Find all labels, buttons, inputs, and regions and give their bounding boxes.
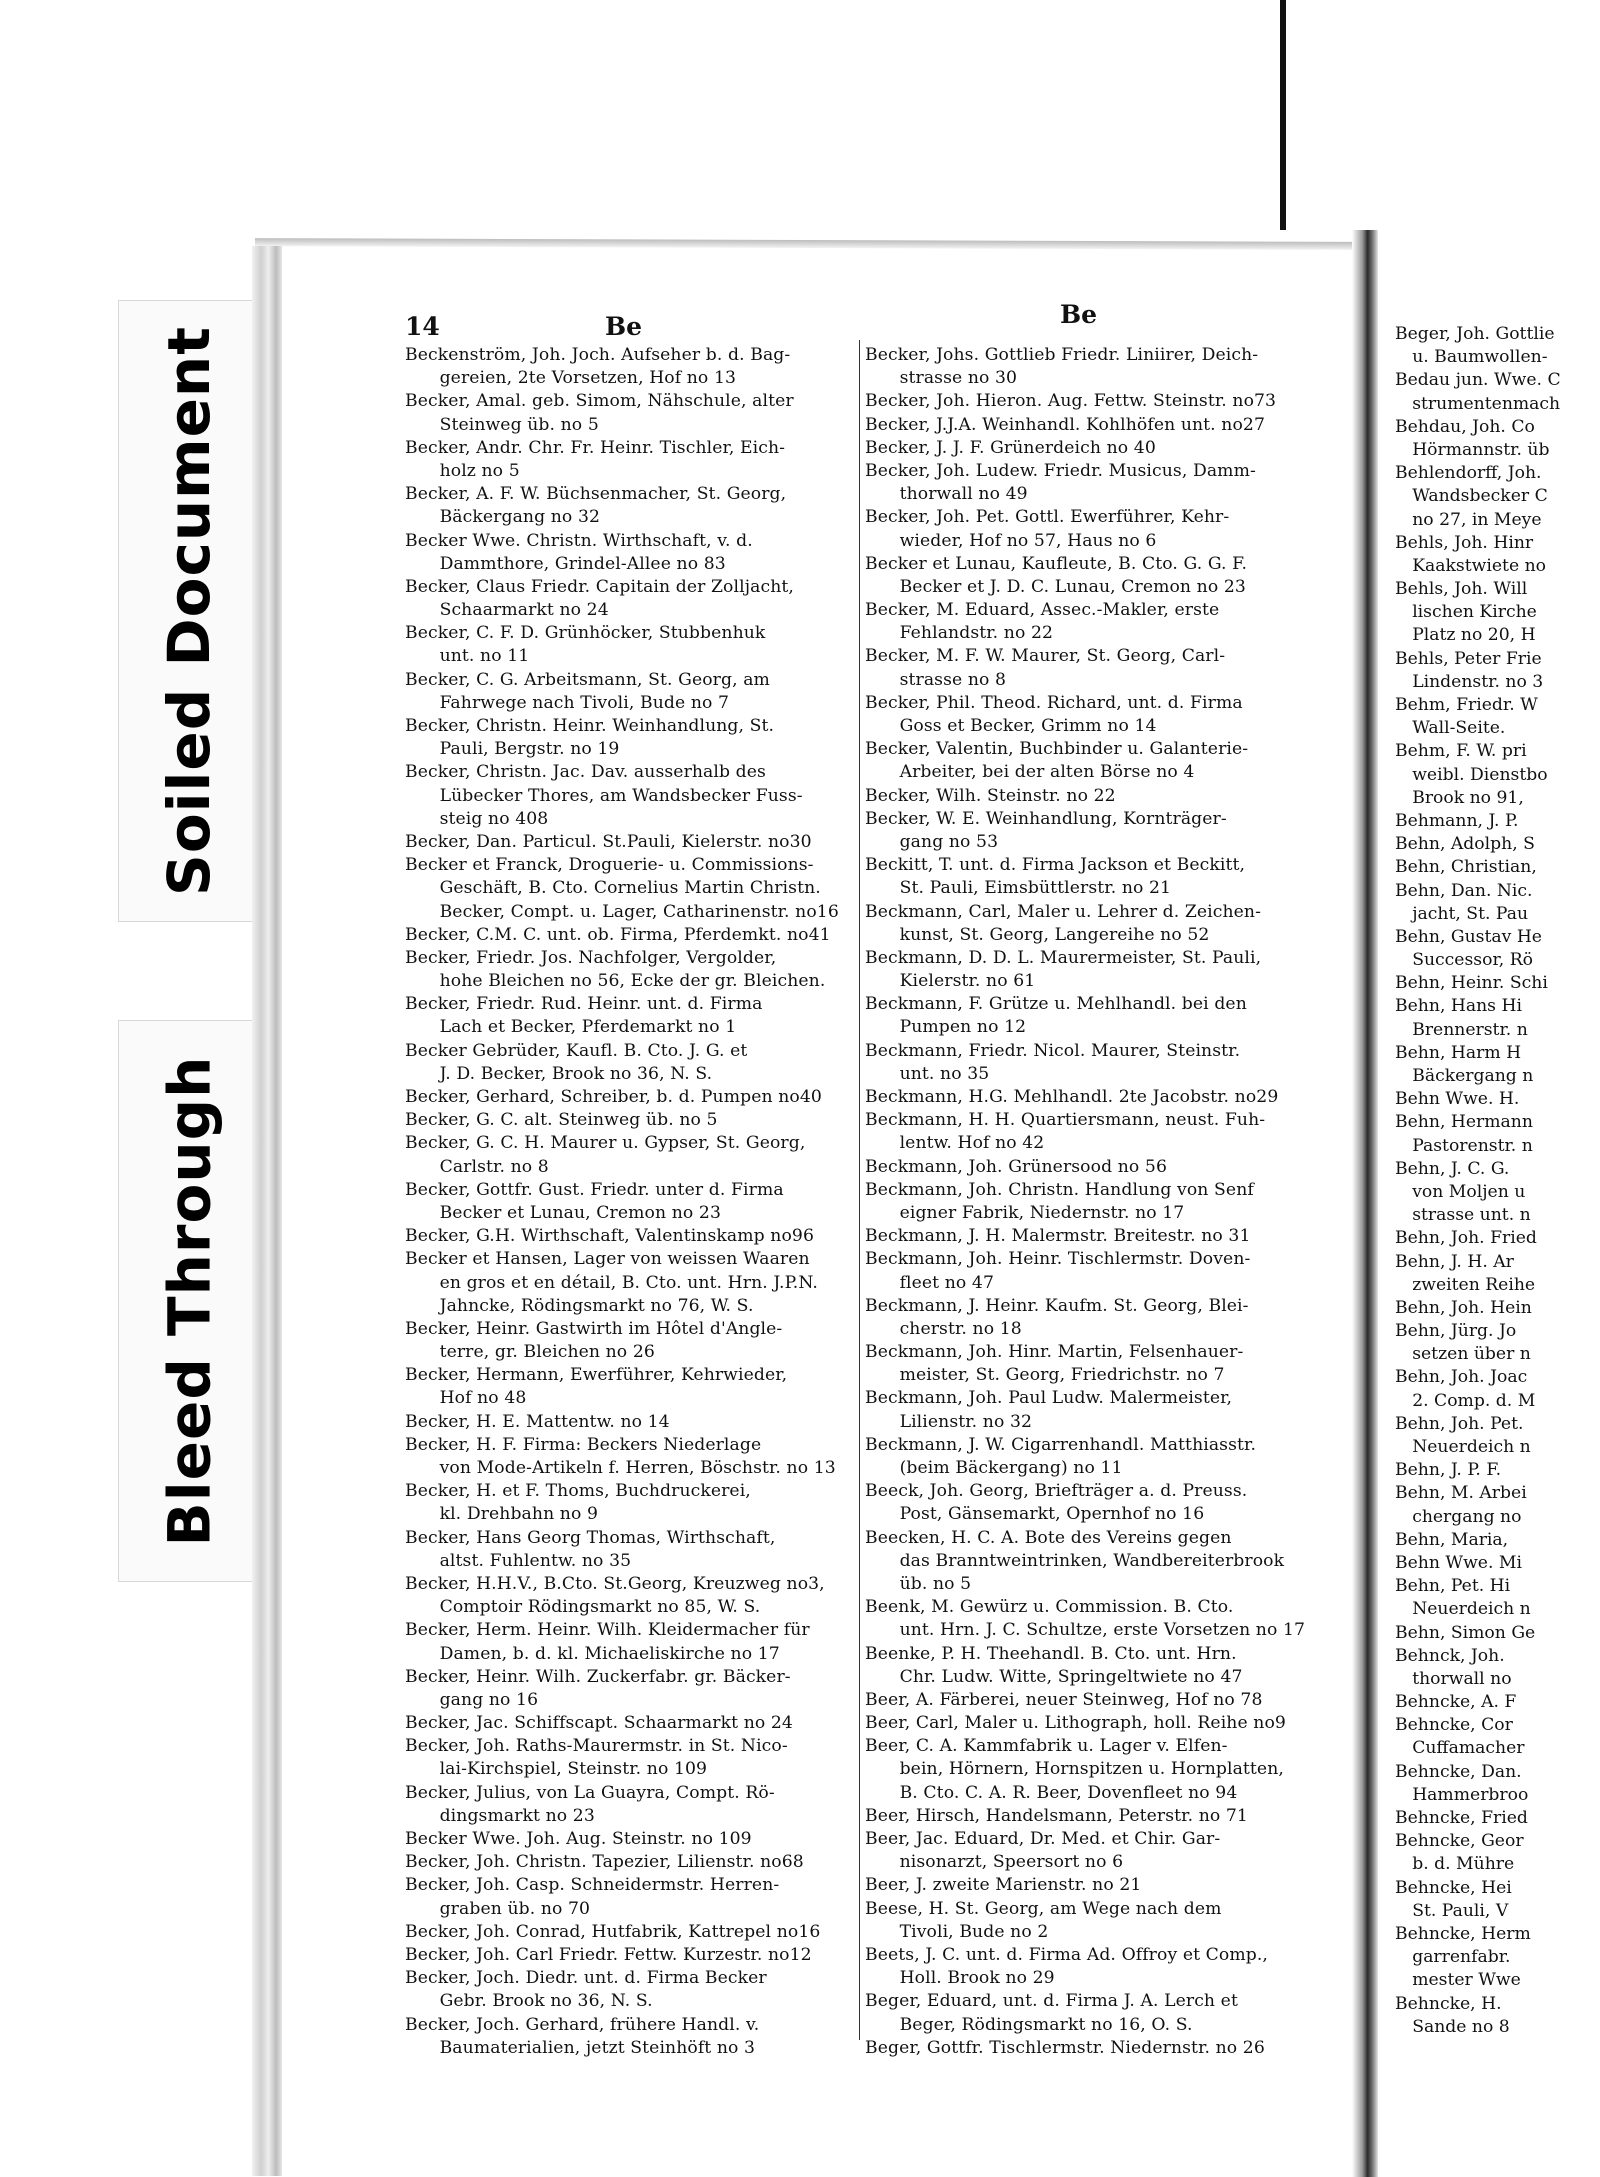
- soiled-document-label: Soiled Document: [155, 326, 224, 896]
- directory-entry-line: Becker, Joh. Christn. Tapezier, Lilienstr. no68: [405, 1852, 804, 1873]
- directory-entry-line: mester Wwe: [1395, 1970, 1521, 1991]
- directory-entry-line: Becker, Friedr. Rud. Heinr. unt. d. Firma: [405, 994, 763, 1015]
- directory-entry-line: graben üb. no 70: [405, 1898, 591, 1919]
- directory-entry-line: Becker, Joh. Carl Friedr. Fettw. Kurzestr. no12: [405, 1944, 812, 1965]
- next-page-column: [1395, 323, 1600, 2039]
- directory-entry-line: üb. no 5: [865, 1573, 972, 1594]
- directory-entry-line: Becker et J. D. C. Lunau, Cremon no 23: [865, 576, 1246, 597]
- directory-entry-line: Becker, Valentin, Buchbinder u. Galanterie-: [865, 739, 1249, 760]
- directory-entry-line: Tivoli, Bude no 2: [865, 1921, 1049, 1942]
- directory-entry-line: setzen über n: [1395, 1344, 1531, 1365]
- directory-entry-line: Jahncke, Rödingsmarkt no 76, W. S.: [405, 1295, 754, 1316]
- directory-entry-line: Becker, Heinr. Wilh. Zuckerfabr. gr. Bäcker-: [405, 1666, 791, 1687]
- directory-entry-line: Carlstr. no 8: [405, 1156, 549, 1177]
- directory-entry-line: Bedau jun. Wwe. C: [1395, 370, 1561, 391]
- directory-entry-line: Beenk, M. Gewürz u. Commission. B. Cto.: [865, 1597, 1234, 1618]
- directory-entry-line: Becker, A. F. W. Büchsenmacher, St. Georg,: [405, 484, 787, 505]
- directory-entry-line: hohe Bleichen no 56, Ecke der gr. Bleichen.: [405, 971, 826, 992]
- directory-entry-line: Schaarmarkt no 24: [405, 600, 609, 621]
- directory-entry-line: eigner Fabrik, Niedernstr. no 17: [865, 1202, 1185, 1223]
- directory-entry-line: Platz no 20, H: [1395, 625, 1536, 646]
- directory-entry-line: das Branntweintrinken, Wandbereiterbrook: [865, 1550, 1285, 1571]
- directory-entry-line: strasse no 8: [865, 669, 1007, 690]
- directory-entry-line: Kaakstwiete no: [1395, 555, 1547, 576]
- directory-entry-line: steig no 408: [405, 808, 549, 829]
- page-top-edge: [255, 238, 1355, 250]
- directory-entry-line: Behmann, J. P.: [1395, 810, 1519, 831]
- directory-entry-line: Becker Wwe. Joh. Aug. Steinstr. no 109: [405, 1829, 752, 1849]
- left-column: [405, 344, 865, 2060]
- directory-entry-line: gang no 16: [405, 1689, 539, 1710]
- directory-entry-line: Cuffamacher: [1395, 1738, 1525, 1759]
- directory-entry-line: Becker, Hans Georg Thomas, Wirthschaft,: [405, 1527, 776, 1548]
- directory-entry-line: Fahrwege nach Tivoli, Bude no 7: [405, 692, 730, 713]
- running-head-left: Be: [605, 312, 643, 341]
- directory-entry-line: holz no 5: [405, 460, 520, 481]
- directory-entry-line: Behncke, Hei: [1395, 1877, 1512, 1898]
- directory-entry-line: Behn, Pet. Hi: [1395, 1576, 1511, 1597]
- directory-entry-line: Beenke, P. H. Theehandl. B. Cto. unt. Hrn.: [865, 1643, 1237, 1664]
- directory-entry-line: strasse no 30: [865, 368, 1018, 389]
- directory-entry-line: Becker, Heinr. Gastwirth im Hôtel d'Angle-: [405, 1318, 783, 1339]
- directory-entry-line: Becker, Joch. Diedr. unt. d. Firma Becker: [405, 1968, 767, 1989]
- directory-entry-line: Beeck, Joh. Georg, Briefträger a. d. Preuss.: [865, 1481, 1248, 1502]
- directory-entry-line: Behn, Harm H: [1395, 1042, 1522, 1063]
- directory-entry-line: Beer, Carl, Maler u. Lithograph, holl. Reihe no9: [865, 1713, 1286, 1734]
- directory-entry-line: jacht, St. Pau: [1395, 903, 1529, 924]
- directory-entry-line: Beer, A. Färberei, neuer Steinweg, Hof no 78: [865, 1689, 1263, 1710]
- directory-entry-line: Kielerstr. no 61: [865, 971, 1036, 992]
- directory-entry-line: Becker, Joh. Conrad, Hutfabrik, Kattrepel no16: [405, 1921, 821, 1942]
- directory-entry-line: Beger, Rödingsmarkt no 16, O. S.: [865, 2014, 1193, 2035]
- directory-entry-line: Becker, Hermann, Ewerführer, Kehrwieder,: [405, 1365, 788, 1386]
- directory-entry-line: Becker, M. F. W. Maurer, St. Georg, Carl-: [865, 646, 1226, 667]
- directory-entry-line: Post, Gänsemarkt, Opernhof no 16: [865, 1504, 1205, 1525]
- directory-entry-line: Lilienstr. no 32: [865, 1411, 1033, 1432]
- directory-entry-line: Becker, Christn. Jac. Dav. ausserhalb des: [405, 762, 766, 783]
- directory-entry-line: Beger, Gottfr. Tischlermstr. Niedernstr. no 26: [865, 2037, 1265, 2058]
- directory-entry-line: zweiten Reihe: [1395, 1274, 1536, 1295]
- directory-entry-line: garrenfabr.: [1395, 1947, 1511, 1968]
- directory-entry-line: Becker, Jac. Schiffscapt. Schaarmarkt no 24: [405, 1713, 793, 1734]
- directory-entry-line: 2. Comp. d. M: [1395, 1390, 1536, 1411]
- directory-entry-line: Neuerdeich n: [1395, 1599, 1531, 1620]
- directory-entry-line: Behnck, Joh.: [1395, 1645, 1505, 1666]
- directory-entry-line: Beckenström, Joh. Joch. Aufseher b. d. Bag-: [405, 345, 791, 365]
- directory-entry-line: Becker, M. Eduard, Assec.-Makler, erste: [865, 600, 1220, 621]
- directory-entry-line: lai-Kirchspiel, Steinstr. no 109: [405, 1759, 708, 1780]
- directory-entry-line: Beckmann, Joh. Heinr. Tischlermstr. Doven-: [865, 1249, 1251, 1270]
- directory-entry-line: Behls, Joh. Will: [1395, 579, 1528, 600]
- directory-entry-line: Beckmann, D. D. L. Maurermeister, St. Pauli,: [865, 947, 1262, 968]
- directory-entry-line: Becker, Gerhard, Schreiber, b. d. Pumpen no40: [405, 1087, 822, 1107]
- directory-entry-line: St. Pauli, V: [1395, 1900, 1509, 1921]
- directory-entry-line: Becker, Friedr. Jos. Nachfolger, Vergolder,: [405, 947, 777, 968]
- directory-entry-line: Beer, C. A. Kammfabrik u. Lager v. Elfen-: [865, 1736, 1228, 1757]
- directory-entry-line: bein, Hörnern, Hornspitzen u. Hornplatten,: [865, 1759, 1284, 1780]
- bleed-through-flag: [118, 1020, 260, 1582]
- directory-entry-line: strumentenmach: [1395, 393, 1561, 414]
- directory-entry-line: unt. no 11: [405, 646, 530, 667]
- directory-entry-line: Neuerdeich n: [1395, 1437, 1531, 1457]
- directory-entry-line: Behm, F. W. pri: [1395, 741, 1527, 762]
- directory-entry-line: weibl. Dienstbo: [1395, 764, 1548, 785]
- directory-entry-line: Becker, H. E. Mattentw. no 14: [405, 1411, 670, 1432]
- directory-entry-line: Beckmann, J. W. Cigarrenhandl. Matthiasstr.: [865, 1434, 1257, 1455]
- directory-entry-line: Behn, M. Arbei: [1395, 1483, 1527, 1504]
- directory-entry-line: Becker, Joh. Raths-Maurermstr. in St. Nico-: [405, 1736, 788, 1757]
- directory-entry-line: kunst, St. Georg, Langereihe no 52: [865, 924, 1210, 945]
- directory-entry-line: fleet no 47: [865, 1272, 994, 1293]
- directory-entry-line: u. Baumwollen-: [1395, 347, 1548, 368]
- directory-entry-line: Becker, J. J. F. Grünerdeich no 40: [865, 437, 1156, 458]
- directory-entry-line: Beckmann, Joh. Grünersood no 56: [865, 1156, 1167, 1177]
- directory-entry-line: Becker, Joh. Casp. Schneidermstr. Herren-: [405, 1875, 780, 1896]
- directory-entry-line: Behn Wwe. Mi: [1395, 1552, 1522, 1573]
- directory-entry-line: Becker et Hansen, Lager von weissen Waaren: [405, 1249, 810, 1270]
- scan-edge-mark: [1280, 0, 1286, 230]
- directory-entry-line: Becker, Dan. Particul. St.Pauli, Kielerstr. no30: [405, 831, 812, 852]
- directory-entry-line: Beets, J. C. unt. d. Firma Ad. Offroy et Comp.,: [865, 1944, 1268, 1965]
- directory-entry-line: Becker, G. C. alt. Steinweg üb. no 5: [405, 1110, 718, 1131]
- bleed-through-label: Bleed Through: [155, 1055, 224, 1547]
- directory-entry-line: Behn, J. H. Ar: [1395, 1251, 1514, 1272]
- directory-entry-line: Becker, Joh. Ludew. Friedr. Musicus, Damm-: [865, 460, 1256, 481]
- directory-entry-line: Beckmann, J. Heinr. Kaufm. St. Georg, Blei-: [865, 1295, 1249, 1316]
- directory-entry-line: Damen, b. d. kl. Michaeliskirche no 17: [405, 1643, 780, 1664]
- directory-entry-line: Behn, Heinr. Schi: [1395, 973, 1548, 994]
- directory-entry-line: Becker, H. et F. Thoms, Buchdruckerei,: [405, 1481, 751, 1502]
- directory-entry-line: Fehlandstr. no 22: [865, 623, 1054, 644]
- directory-entry-line: Beckmann, H. H. Quartiersmann, neust. Fuh-: [865, 1110, 1266, 1131]
- directory-entry-line: von Mode-Artikeln f. Herren, Böschstr. no 13: [405, 1458, 836, 1478]
- directory-entry-line: Becker et Lunau, Cremon no 23: [405, 1202, 721, 1223]
- directory-entry-line: Becker, Joh. Pet. Gottl. Ewerführer, Kehr-: [865, 507, 1230, 528]
- directory-entry-line: Behn, Christian,: [1395, 857, 1537, 878]
- directory-entry-line: Becker, Compt. u. Lager, Catharinenstr. no16: [405, 901, 839, 922]
- directory-entry-line: Behn, Gustav He: [1395, 926, 1542, 947]
- directory-entry-line: b. d. Mühre: [1395, 1854, 1515, 1875]
- directory-entry-line: Beer, Jac. Eduard, Dr. Med. et Chir. Gar-: [865, 1829, 1221, 1849]
- directory-entry-line: Behncke, Cor: [1395, 1715, 1513, 1736]
- directory-entry-line: lischen Kirche: [1395, 602, 1537, 623]
- directory-entry-line: Becker, G. C. H. Maurer u. Gypser, St. Georg,: [405, 1133, 806, 1154]
- directory-entry-line: Becker, G.H. Wirthschaft, Valentinskamp no96: [405, 1226, 814, 1247]
- directory-entry-line: Becker, Wilh. Steinstr. no 22: [865, 785, 1116, 806]
- directory-entry-line: Brook no 91,: [1395, 787, 1524, 808]
- directory-entry-line: Becker, Claus Friedr. Capitain der Zolljacht,: [405, 576, 794, 597]
- directory-entry-line: Dammthore, Grindel-Allee no 83: [405, 553, 726, 574]
- directory-entry-line: Behn Wwe. H.: [1395, 1089, 1520, 1110]
- directory-entry-line: Behncke, Fried: [1395, 1808, 1528, 1828]
- directory-entry-line: Becker, C.M. C. unt. ob. Firma, Pferdemkt. no41: [405, 924, 831, 945]
- directory-entry-line: Comptoir Rödingsmarkt no 85, W. S.: [405, 1597, 761, 1618]
- directory-entry-line: Hammerbroo: [1395, 1784, 1529, 1805]
- right-column: [865, 344, 1330, 2060]
- directory-entry-line: Becker, Phil. Theod. Richard, unt. d. Firma: [865, 692, 1243, 713]
- page-stack-edge: [252, 246, 282, 2176]
- directory-entry-line: Becker, Johs. Gottlieb Friedr. Liniirer, Deich-: [865, 345, 1259, 365]
- directory-entry-line: Holl. Brook no 29: [865, 1968, 1055, 1989]
- directory-entry-line: thorwall no: [1395, 1668, 1512, 1689]
- directory-entry-line: Sande no 8: [1395, 2016, 1510, 2037]
- directory-entry-line: en gros et en détail, B. Cto. unt. Hrn. J.P.N.: [405, 1272, 818, 1293]
- directory-entry-line: kl. Drehbahn no 9: [405, 1504, 599, 1525]
- directory-entry-line: Beckmann, Joh. Paul Ludw. Malermeister,: [865, 1388, 1233, 1409]
- directory-entry-line: Becker, Christn. Heinr. Weinhandlung, St.: [405, 716, 775, 736]
- directory-entry-line: Behls, Joh. Hinr: [1395, 532, 1534, 553]
- directory-entry-line: Becker Gebrüder, Kaufl. B. Cto. J. G. et: [405, 1040, 748, 1061]
- directory-entry-line: St. Pauli, Eimsbüttlerstr. no 21: [865, 878, 1172, 899]
- directory-entry-line: strasse unt. n: [1395, 1205, 1531, 1226]
- directory-entry-line: Wall-Seite.: [1395, 718, 1506, 739]
- directory-entry-line: Behn, Adolph, S: [1395, 834, 1535, 855]
- directory-entry-line: Behncke, Geor: [1395, 1831, 1524, 1852]
- directory-entry-line: Becker, C. F. D. Grünhöcker, Stubbenhuk: [405, 623, 766, 644]
- directory-entry-line: no 27, in Meye: [1395, 509, 1542, 530]
- directory-entry-line: Behn, J. P. F.: [1395, 1460, 1502, 1481]
- directory-entry-line: Behncke, Dan.: [1395, 1761, 1522, 1782]
- directory-entry-line: Behn, Joh. Pet.: [1395, 1413, 1524, 1434]
- directory-entry-line: Hof no 48: [405, 1388, 527, 1409]
- directory-entry-line: Behn, Maria,: [1395, 1529, 1509, 1550]
- directory-entry-line: Beer, J. zweite Marienstr. no 21: [865, 1875, 1142, 1896]
- directory-entry-line: Becker, C. G. Arbeitsmann, St. Georg, am: [405, 669, 770, 690]
- directory-entry-line: Beckmann, F. Grütze u. Mehlhandl. bei den: [865, 994, 1247, 1015]
- directory-entry-line: Behncke, Herm: [1395, 1923, 1531, 1944]
- directory-entry-line: chergang no: [1395, 1506, 1522, 1527]
- directory-entry-line: unt. Hrn. J. C. Schultze, erste Vorsetzen no 17: [865, 1620, 1306, 1641]
- directory-entry-line: Arbeiter, bei der alten Börse no 4: [865, 762, 1195, 783]
- running-head-right: Be: [1060, 300, 1098, 329]
- directory-entry-line: Behn, Jürg. Jo: [1395, 1321, 1517, 1342]
- directory-entry-line: Behm, Friedr. W: [1395, 695, 1538, 715]
- directory-entry-line: Behlendorff, Joh.: [1395, 463, 1542, 484]
- directory-entry-line: Becker, Joh. Hieron. Aug. Fettw. Steinstr. no73: [865, 391, 1277, 412]
- page-header: [405, 300, 1330, 344]
- soiled-document-flag: [118, 300, 260, 922]
- directory-entry-line: Successor, Rö: [1395, 950, 1533, 971]
- directory-entry-line: Behncke, A. F: [1395, 1692, 1517, 1713]
- directory-entry-line: Behn, Dan. Nic.: [1395, 880, 1533, 901]
- directory-entry-line: Brennerstr. n: [1395, 1019, 1528, 1040]
- directory-entry-line: wieder, Hof no 57, Haus no 6: [865, 530, 1157, 551]
- directory-entry-line: Beese, H. St. Georg, am Wege nach dem: [865, 1898, 1222, 1919]
- directory-entry-line: Beckmann, Friedr. Nicol. Maurer, Steinstr.: [865, 1040, 1241, 1061]
- directory-entry-line: Beckmann, H.G. Mehlhandl. 2te Jacobstr. no29: [865, 1087, 1279, 1107]
- directory-entry-line: Beckitt, T. unt. d. Firma Jackson et Beckitt,: [865, 855, 1246, 876]
- directory-entry-line: Geschäft, B. Cto. Cornelius Martin Christn.: [405, 878, 821, 899]
- directory-entry-line: Behn, Joh. Joac: [1395, 1367, 1528, 1388]
- directory-entry-line: Behn, Hans Hi: [1395, 996, 1522, 1017]
- directory-entry-line: Beckmann, J. H. Malermstr. Breitestr. no 31: [865, 1226, 1251, 1247]
- directory-entry-line: Baumaterialien, jetzt Steinhöft no 3: [405, 2037, 756, 2058]
- directory-entry-line: (beim Bäckergang) no 11: [865, 1458, 1123, 1478]
- directory-entry-line: meister, St. Georg, Friedrichstr. no 7: [865, 1365, 1225, 1386]
- directory-entry-line: altst. Fuhlentw. no 35: [405, 1550, 632, 1571]
- directory-entry-line: Beer, Hirsch, Handelsmann, Peterstr. no 71: [865, 1805, 1248, 1826]
- directory-entry-line: Pauli, Bergstr. no 19: [405, 739, 620, 760]
- directory-entry-line: gereien, 2te Vorsetzen, Hof no 13: [405, 368, 737, 389]
- directory-entry-line: Becker et Lunau, Kaufleute, B. Cto. G. G. F.: [865, 553, 1248, 574]
- directory-entry-line: Chr. Ludw. Witte, Springeltwiete no 47: [865, 1666, 1243, 1687]
- directory-entry-line: Behn, J. C. G.: [1395, 1158, 1510, 1179]
- directory-entry-line: Lübecker Thores, am Wandsbecker Fuss-: [405, 785, 803, 806]
- directory-entry-line: Becker, Andr. Chr. Fr. Heinr. Tischler, Eich-: [405, 437, 786, 458]
- directory-entry-line: terre, gr. Bleichen no 26: [405, 1342, 655, 1363]
- directory-entry-line: Behncke, H.: [1395, 1993, 1502, 2014]
- directory-entry-line: Becker, Julius, von La Guayra, Compt. Rö-: [405, 1782, 775, 1803]
- directory-entry-line: Becker Wwe. Christn. Wirthschaft, v. d.: [405, 530, 753, 551]
- directory-entry-line: gang no 53: [865, 831, 999, 852]
- page-number: 14: [405, 312, 440, 341]
- directory-entry-line: Beecken, H. C. A. Bote des Vereins gegen: [865, 1527, 1232, 1548]
- directory-entry-line: Becker, Herm. Heinr. Wilh. Kleidermacher für: [405, 1620, 810, 1641]
- directory-entry-line: Beckmann, Joh. Christn. Handlung von Senf: [865, 1179, 1254, 1200]
- directory-entry-line: Becker et Franck, Droguerie- u. Commissions-: [405, 855, 814, 876]
- directory-entry-line: nisonarzt, Speersort no 6: [865, 1852, 1124, 1873]
- directory-entry-line: Becker, H.H.V., B.Cto. St.Georg, Kreuzweg no3,: [405, 1573, 825, 1594]
- book-gutter: [1352, 230, 1378, 2177]
- directory-entry-line: Behn, Joh. Fried: [1395, 1228, 1537, 1249]
- directory-entry-line: Becker, W. E. Weinhandlung, Kornträger-: [865, 808, 1227, 829]
- directory-entry-line: Beckmann, Joh. Hinr. Martin, Felsenhauer-: [865, 1342, 1244, 1363]
- directory-entry-line: Pastorenstr. n: [1395, 1135, 1533, 1156]
- directory-entry-line: dingsmarkt no 23: [405, 1805, 595, 1826]
- directory-page: [405, 300, 1330, 2058]
- directory-entry-line: Pumpen no 12: [865, 1017, 1027, 1038]
- directory-entry-line: Gebr. Brook no 36, N. S.: [405, 1991, 653, 2012]
- directory-entry-line: Goss et Becker, Grimm no 14: [865, 716, 1157, 736]
- directory-entry-line: Behn, Simon Ge: [1395, 1622, 1536, 1643]
- directory-entry-line: Behn, Hermann: [1395, 1112, 1533, 1133]
- directory-entry-line: Beckmann, Carl, Maler u. Lehrer d. Zeichen-: [865, 901, 1261, 922]
- directory-entry-line: Lach et Becker, Pferdemarkt no 1: [405, 1017, 737, 1038]
- directory-entry-line: von Moljen u: [1395, 1181, 1526, 1202]
- directory-entry-line: Bäckergang n: [1395, 1066, 1534, 1086]
- directory-entry-line: Becker, Amal. geb. Simom, Nähschule, alter: [405, 391, 794, 412]
- directory-entry-line: B. Cto. C. A. R. Beer, Dovenfleet no 94: [865, 1782, 1238, 1803]
- directory-entry-line: Beger, Joh. Gottlie: [1395, 324, 1555, 344]
- directory-entry-line: Lindenstr. no 3: [1395, 671, 1544, 692]
- directory-entry-line: Behls, Peter Frie: [1395, 648, 1542, 669]
- directory-entry-line: J. D. Becker, Brook no 36, N. S.: [405, 1063, 713, 1084]
- directory-entry-line: Becker, J.J.A. Weinhandl. Kohlhöfen unt. no27: [865, 414, 1265, 435]
- directory-entry-line: Wandsbecker C: [1395, 486, 1548, 507]
- directory-entry-line: Steinweg üb. no 5: [405, 414, 599, 435]
- directory-entry-line: cherstr. no 18: [865, 1318, 1022, 1339]
- directory-entry-line: Becker, Gottfr. Gust. Friedr. unter d. Firma: [405, 1179, 784, 1200]
- directory-entry-line: lentw. Hof no 42: [865, 1133, 1045, 1154]
- directory-entry-line: Beger, Eduard, unt. d. Firma J. A. Lerch et: [865, 1991, 1238, 2012]
- directory-entry-line: unt. no 35: [865, 1063, 990, 1084]
- directory-entry-line: Hörmannstr. üb: [1395, 439, 1550, 460]
- directory-entry-line: Behn, Joh. Hein: [1395, 1297, 1532, 1318]
- directory-entry-line: Bäckergang no 32: [405, 507, 601, 528]
- directory-entry-line: Behdau, Joh. Co: [1395, 416, 1535, 437]
- directory-entry-line: Becker, Joch. Gerhard, frühere Handl. v.: [405, 2014, 760, 2035]
- directory-entry-line: Becker, H. F. Firma: Beckers Niederlage: [405, 1434, 762, 1455]
- directory-entry-line: thorwall no 49: [865, 484, 1028, 505]
